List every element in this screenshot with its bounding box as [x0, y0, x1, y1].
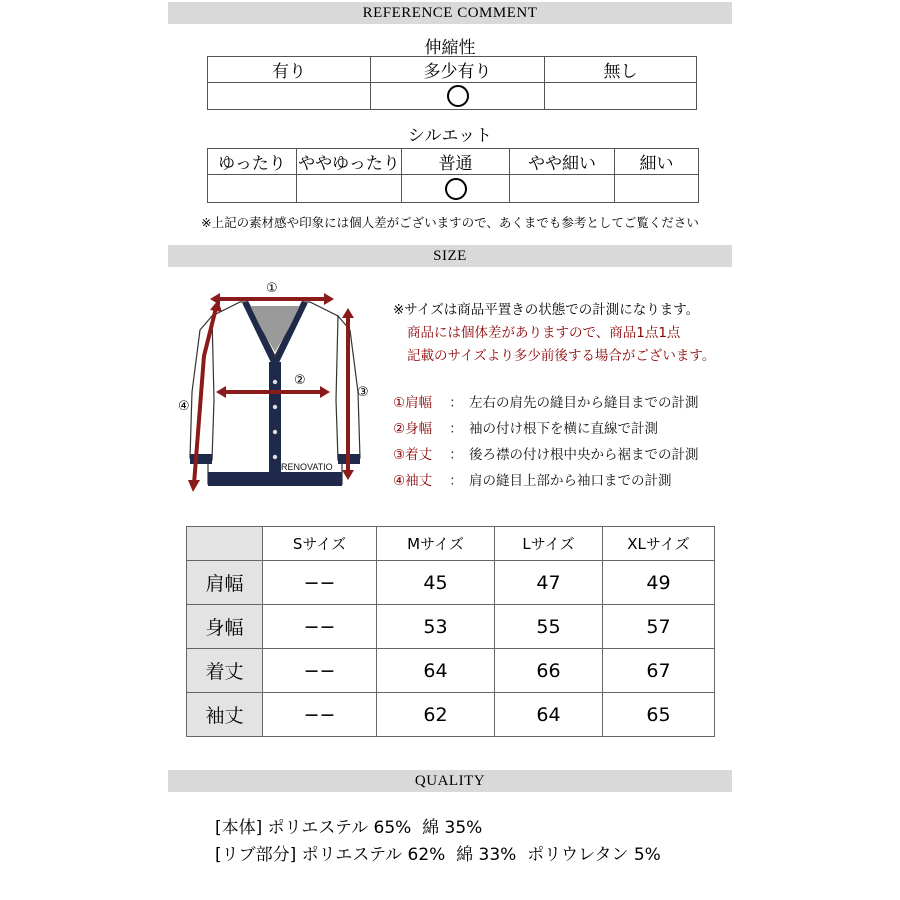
button-icon — [273, 405, 277, 409]
stretch-table — [207, 56, 697, 110]
size-note-line: 記載のサイズより多少前後する場合がございます。 — [407, 348, 716, 364]
size-cell: 67 — [603, 649, 715, 693]
measurement-key: ③着丈 — [393, 447, 433, 463]
size-cell: −− — [263, 605, 377, 649]
size-row-header: 袖丈 — [187, 693, 263, 737]
size-cell: 57 — [603, 605, 715, 649]
size-cell: −− — [263, 561, 377, 605]
garment-diagram — [170, 272, 380, 502]
table-row — [187, 561, 715, 605]
silhouette-col-label: 細い — [615, 149, 699, 175]
size-cell: 55 — [495, 605, 603, 649]
silhouette-col-label: ゆったり — [208, 149, 297, 175]
measurement-item — [393, 416, 699, 442]
size-cell: 62 — [377, 693, 495, 737]
quality-text — [215, 815, 661, 869]
size-table-corner — [187, 527, 263, 561]
size-note-line: 商品には個体差がありますので、商品1点1点 — [407, 325, 681, 341]
brand-label: RENOVATIO — [281, 462, 333, 472]
button-icon — [273, 430, 277, 434]
stretch-cell — [545, 83, 697, 110]
stretch-cell — [208, 83, 371, 110]
measurement-colon: ： — [449, 473, 463, 489]
size-row-header: 肩幅 — [187, 561, 263, 605]
silhouette-col-label: やや細い — [510, 149, 615, 175]
quality-header: QUALITY — [168, 770, 732, 792]
silhouette-cell — [297, 175, 402, 203]
hem-rib — [208, 472, 342, 486]
left-cuff — [190, 454, 212, 464]
silhouette-cell — [615, 175, 699, 203]
silhouette-cell — [208, 175, 297, 203]
size-table — [186, 526, 715, 737]
size-cell: 64 — [495, 693, 603, 737]
label-1: ① — [266, 281, 278, 296]
size-col-header: Sサイズ — [263, 527, 377, 561]
stretch-col-label: 有り — [208, 57, 371, 83]
size-cell: −− — [263, 649, 377, 693]
size-note-line: ※サイズは商品平置きの状態での計測になります。 — [393, 302, 700, 318]
measurement-key: ①肩幅 — [393, 395, 433, 411]
silhouette-col-label: ややゆったり — [297, 149, 402, 175]
arrow-head-icon — [188, 480, 200, 492]
size-cell: 45 — [377, 561, 495, 605]
measurement-desc: 左右の肩先の縫目から縫目までの計測 — [469, 395, 699, 411]
size-col-header: Mサイズ — [377, 527, 495, 561]
size-cell: 66 — [495, 649, 603, 693]
arrow-head-icon — [342, 308, 354, 318]
button-icon — [273, 455, 277, 459]
size-col-header: XLサイズ — [603, 527, 715, 561]
measurement-desc: 後ろ襟の付け根中央から裾までの計測 — [469, 447, 699, 463]
size-cell: 47 — [495, 561, 603, 605]
quality-line-rib: [リブ部分] ポリエステル 62% 綿 33% ポリウレタン 5% — [215, 845, 661, 865]
size-cell: 65 — [603, 693, 715, 737]
silhouette-cell — [402, 175, 510, 203]
measurement-item — [393, 468, 699, 494]
label-2: ② — [294, 373, 306, 388]
measurement-colon: ： — [449, 395, 463, 411]
arrow-head-icon — [342, 470, 354, 480]
stretch-col-label: 多少有り — [371, 57, 545, 83]
arrow-head-icon — [324, 293, 334, 305]
silhouette-col-label: 普通 — [402, 149, 510, 175]
measurement-item — [393, 442, 699, 468]
size-cell: 53 — [377, 605, 495, 649]
size-cell: 49 — [603, 561, 715, 605]
stretch-title: 伸縮性 — [424, 38, 476, 58]
table-row — [187, 605, 715, 649]
measurement-desc: 袖の付け根下を横に直線で計測 — [469, 421, 658, 437]
table-row — [187, 693, 715, 737]
measurement-colon: ： — [449, 447, 463, 463]
measurement-item — [393, 390, 699, 416]
measurement-legend — [393, 390, 699, 494]
quality-line-body: [本体] ポリエステル 65% 綿 35% — [215, 818, 483, 838]
measurement-colon: ： — [449, 421, 463, 437]
stretch-col-label: 無し — [545, 57, 697, 83]
size-notes — [393, 299, 715, 368]
reference-comment-header: REFERENCE COMMENT — [168, 2, 732, 24]
size-row-header: 身幅 — [187, 605, 263, 649]
stretch-cell — [371, 83, 545, 110]
size-cell: −− — [263, 693, 377, 737]
label-4: ④ — [178, 399, 190, 414]
reference-note: ※上記の素材感や印象には個人差がございますので、あくまでも参考としてご覧ください — [201, 215, 699, 230]
table-row — [187, 649, 715, 693]
size-header: SIZE — [168, 245, 732, 267]
measurement-key: ②身幅 — [393, 421, 433, 437]
selected-circle-mark — [445, 178, 467, 200]
size-col-header: Lサイズ — [495, 527, 603, 561]
measurement-desc: 肩の縫目上部から袖口までの計測 — [469, 473, 672, 489]
silhouette-cell — [510, 175, 615, 203]
size-cell: 64 — [377, 649, 495, 693]
size-row-header: 着丈 — [187, 649, 263, 693]
silhouette-title: シルエット — [407, 126, 493, 146]
measurement-key: ④袖丈 — [393, 473, 433, 489]
label-3: ③ — [357, 385, 369, 400]
button-icon — [273, 380, 277, 384]
silhouette-table — [207, 148, 699, 203]
selected-circle-mark — [447, 85, 469, 107]
